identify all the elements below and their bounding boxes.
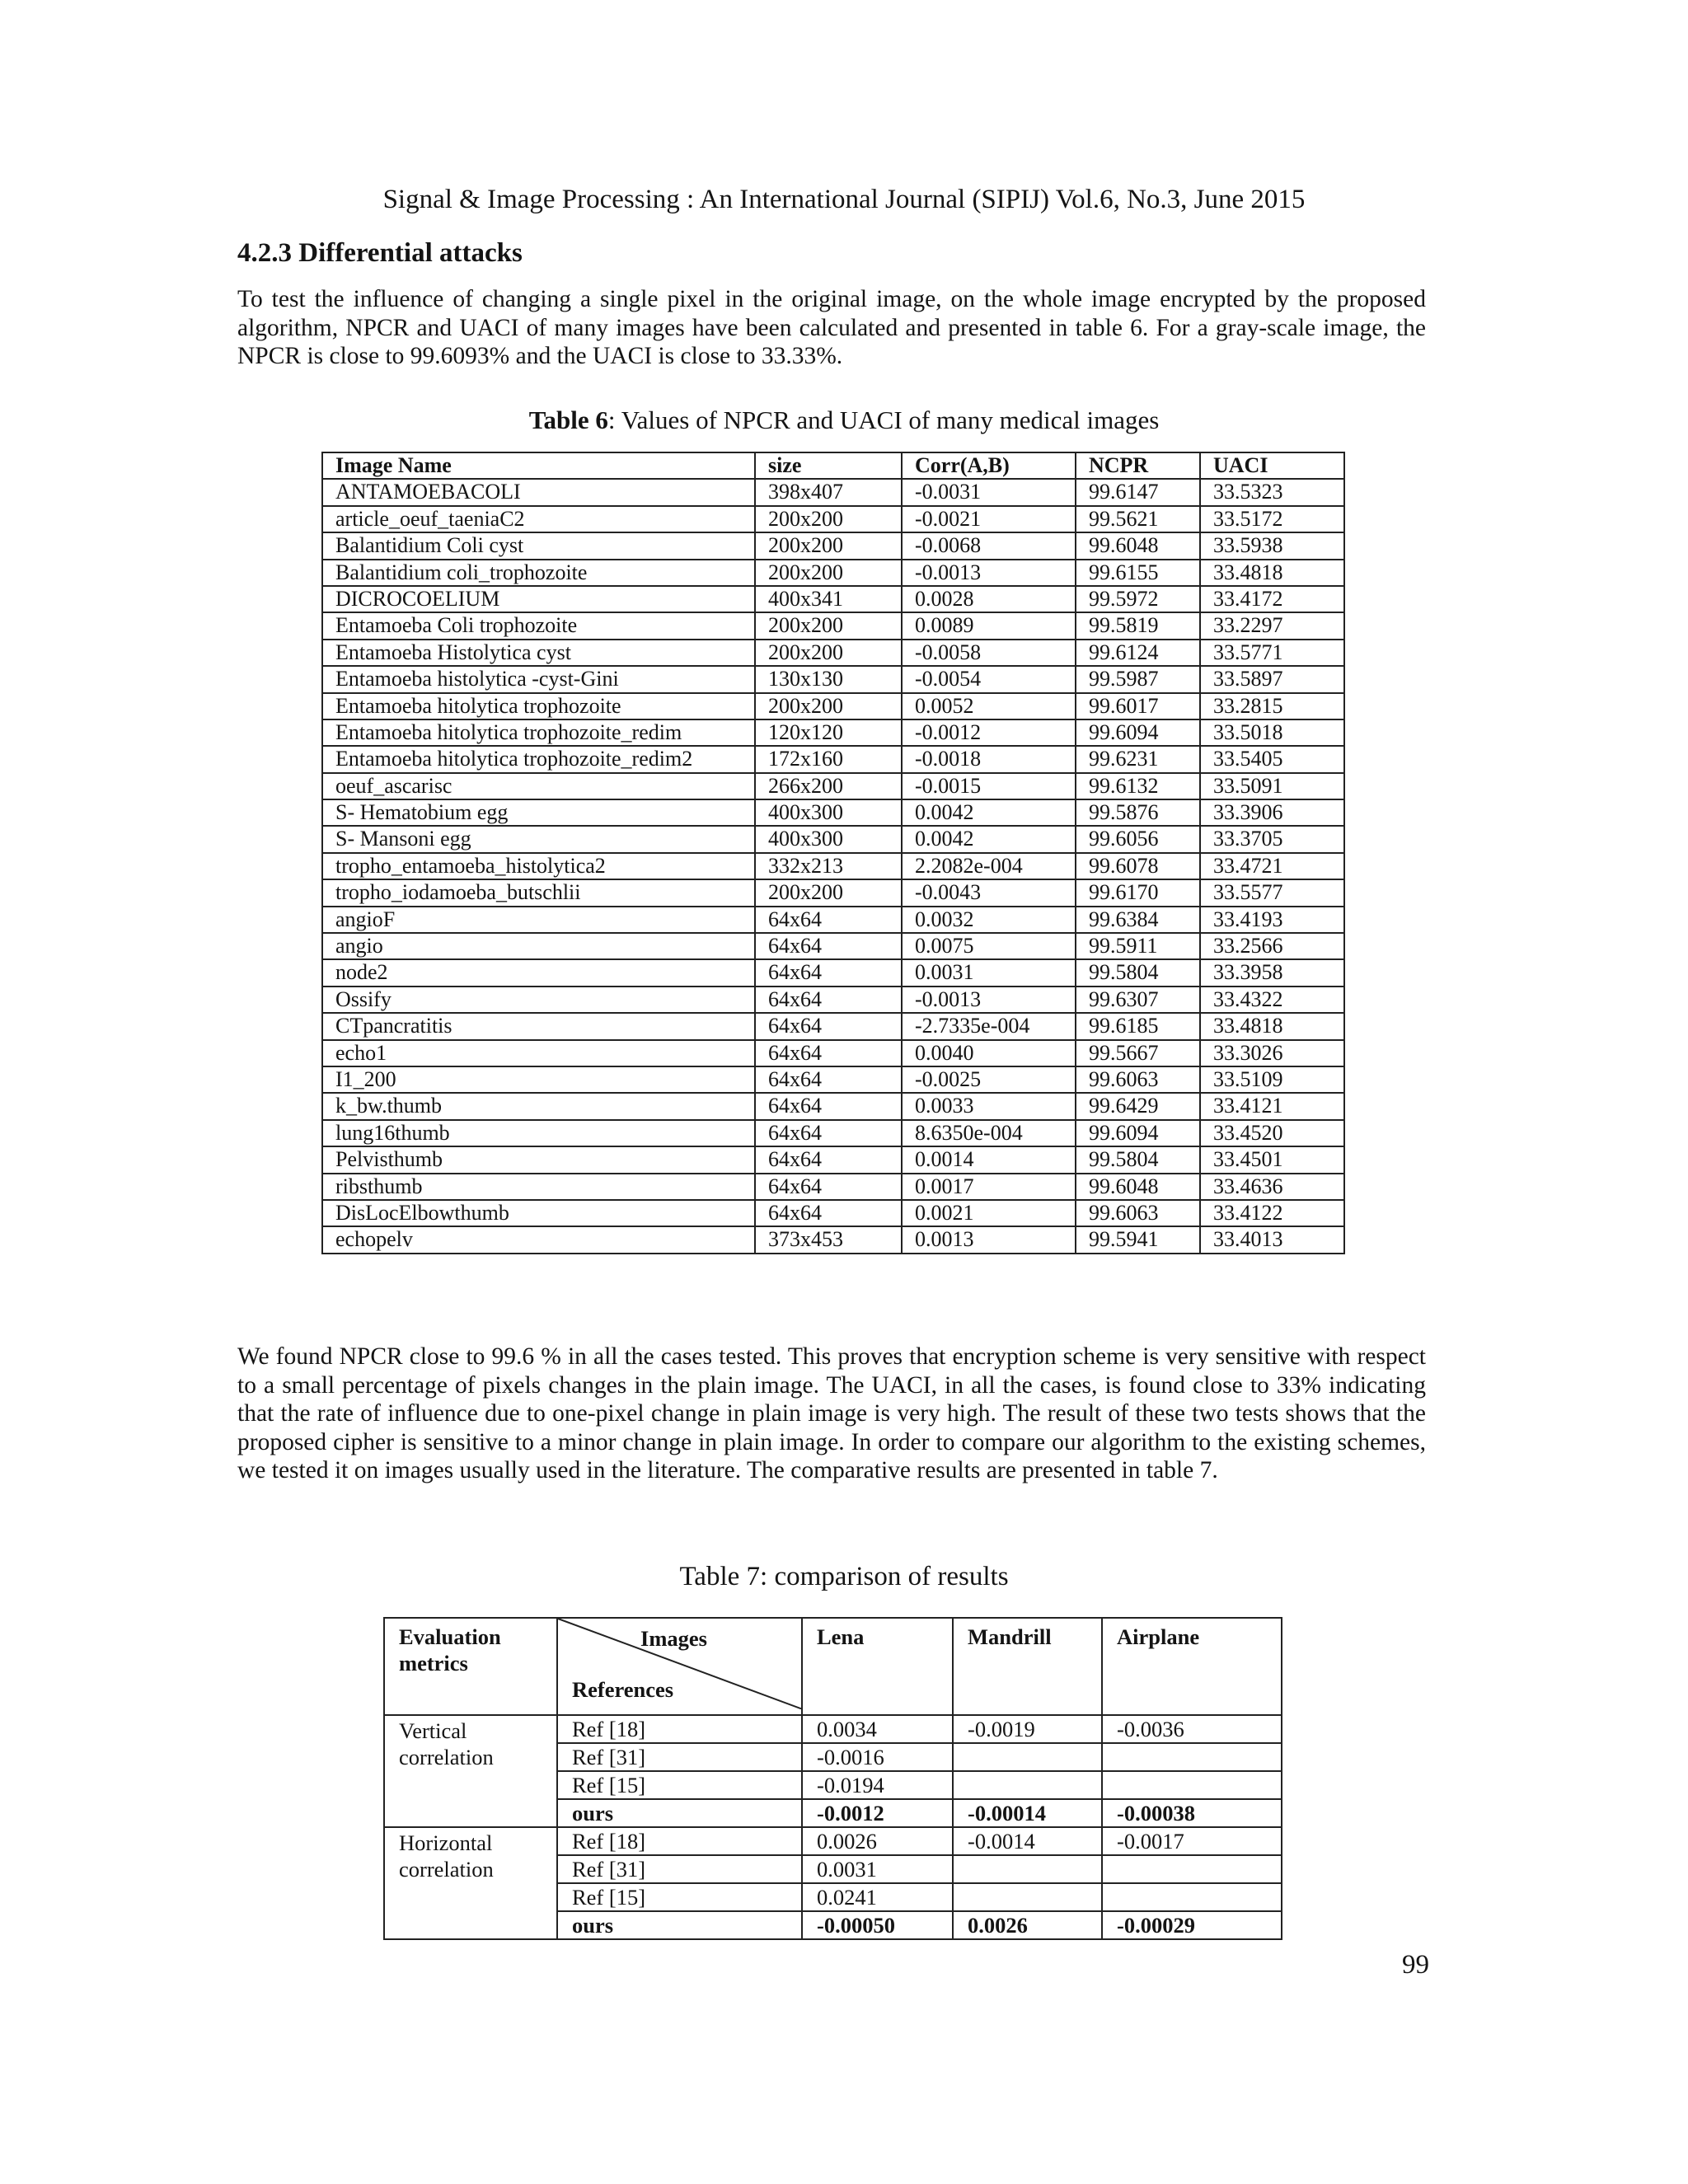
table-row [322,1146,1344,1173]
table-cell: echo1 [322,1040,755,1066]
lena-cell: -0.0016 [802,1743,953,1771]
table-cell: 33.4193 [1200,907,1344,933]
table-cell: 332x213 [755,853,902,879]
table-cell: 33.4122 [1200,1200,1344,1226]
table-cell: 33.4818 [1200,1013,1344,1039]
table-cell: 200x200 [755,879,902,906]
table-cell: 33.4013 [1200,1226,1344,1253]
table-cell: -0.0054 [902,666,1076,692]
reference-cell: ours [557,1911,802,1939]
table-cell: ribsthumb [322,1174,755,1200]
table6-caption-text: : Values of NPCR and UACI of many medical images [607,405,1160,434]
table-cell: 99.6124 [1076,640,1200,666]
table-cell: 33.2297 [1200,612,1344,639]
table-cell: 33.3026 [1200,1040,1344,1066]
mandrill-cell [953,1883,1102,1911]
table-cell: 99.6429 [1076,1093,1200,1119]
table-cell: 99.6094 [1076,1120,1200,1146]
table-cell: 200x200 [755,612,902,639]
table-cell: 99.6048 [1076,532,1200,559]
table-row [384,1715,1282,1743]
table-cell: 33.5405 [1200,746,1344,772]
column-header: Corr(A,B) [902,452,1076,479]
table-cell: Entamoeba hitolytica trophozoite_redim [322,719,755,746]
table-cell: 33.5577 [1200,879,1344,906]
table-cell: 99.6063 [1076,1200,1200,1226]
table-row [322,879,1344,906]
table-cell: -0.0021 [902,506,1076,532]
airplane-cell: -0.0036 [1102,1715,1282,1743]
table-cell: 0.0032 [902,907,1076,933]
table-cell: 64x64 [755,1066,902,1093]
table-cell: 64x64 [755,1120,902,1146]
table-cell: 33.4501 [1200,1146,1344,1173]
page-number: 99 [1402,1950,1429,1980]
metrics-header: Evaluation metrics [384,1618,557,1715]
table-cell: 33.4636 [1200,1174,1344,1200]
table-cell: 99.6063 [1076,1066,1200,1093]
table-row [322,506,1344,532]
table-cell: 33.5109 [1200,1066,1344,1093]
table-row [322,719,1344,746]
mandrill-cell [953,1771,1102,1799]
reference-cell: Ref [15] [557,1771,802,1799]
table-cell: 0.0031 [902,959,1076,986]
reference-cell: Ref [31] [557,1743,802,1771]
table-cell: 64x64 [755,1146,902,1173]
table-cell: 64x64 [755,1040,902,1066]
lena-cell: -0.0012 [802,1799,953,1827]
table-cell: -0.0012 [902,719,1076,746]
table-cell: 2.2082e-004 [902,853,1076,879]
table-cell: DisLocElbowthumb [322,1200,755,1226]
table-cell: Balantidium coli_trophozoite [322,560,755,586]
airplane-cell [1102,1771,1282,1799]
table-cell: 0.0052 [902,693,1076,719]
mandrill-cell [953,1743,1102,1771]
table-cell: 0.0017 [902,1174,1076,1200]
table-cell: -0.0013 [902,560,1076,586]
table-cell: Entamoeba hitolytica trophozoite_redim2 [322,746,755,772]
references-header: References [572,1677,674,1702]
table-cell: 33.4172 [1200,586,1344,612]
table6-header-row [322,452,1344,479]
table-cell: 120x120 [755,719,902,746]
table-cell: 33.2815 [1200,693,1344,719]
reference-cell: ours [557,1799,802,1827]
table-row [322,933,1344,959]
lena-cell: 0.0026 [802,1827,953,1855]
table-cell: node2 [322,959,755,986]
table-row [322,799,1344,826]
table-cell: S- Hematobium egg [322,799,755,826]
table-cell: 33.5172 [1200,506,1344,532]
table-cell: 99.6155 [1076,560,1200,586]
table-cell: 0.0028 [902,586,1076,612]
table-cell: 99.6185 [1076,1013,1200,1039]
airplane-cell [1102,1855,1282,1883]
table-row [322,640,1344,666]
table-cell: 99.6147 [1076,479,1200,505]
table-cell: 0.0042 [902,826,1076,852]
table-cell: article_oeuf_taeniaC2 [322,506,755,532]
table-cell: 64x64 [755,933,902,959]
table-cell: 33.4818 [1200,560,1344,586]
table-cell: 33.5091 [1200,773,1344,799]
column-header: NCPR [1076,452,1200,479]
table-cell: 64x64 [755,1013,902,1039]
table-cell: 99.6132 [1076,773,1200,799]
table-cell: 99.5819 [1076,612,1200,639]
lena-cell: 0.0241 [802,1883,953,1911]
table7-header-row [384,1618,1282,1715]
table-row [322,907,1344,933]
table-cell: 99.5876 [1076,799,1200,826]
table-cell: 99.6094 [1076,719,1200,746]
diagonal-header-cell [557,1618,802,1715]
lena-cell: 0.0031 [802,1855,953,1883]
table-row [322,1066,1344,1093]
table-row [322,1013,1344,1039]
airplane-header: Airplane [1102,1618,1282,1715]
table-cell: 99.6231 [1076,746,1200,772]
mandrill-cell: -0.0014 [953,1827,1102,1855]
table-row [322,1040,1344,1066]
mandrill-cell [953,1855,1102,1883]
table6-caption-label: Table 6 [528,405,608,434]
table-row [322,560,1344,586]
table-cell: 99.6056 [1076,826,1200,852]
table-row [322,586,1344,612]
table-cell: 0.0042 [902,799,1076,826]
table-cell: 130x130 [755,666,902,692]
table-cell: S- Mansoni egg [322,826,755,852]
table-cell: Entamoeba hitolytica trophozoite [322,693,755,719]
table-cell: 8.6350e-004 [902,1120,1076,1146]
table-cell: 64x64 [755,1174,902,1200]
mandrill-cell: -0.0019 [953,1715,1102,1743]
table-cell: 99.5621 [1076,506,1200,532]
table-cell: 0.0021 [902,1200,1076,1226]
column-header: size [755,452,902,479]
table-cell: 33.4121 [1200,1093,1344,1119]
table-cell: CTpancratitis [322,1013,755,1039]
table-cell: -0.0013 [902,987,1076,1013]
table-row [322,773,1344,799]
table-cell: -0.0058 [902,640,1076,666]
table-cell: 373x453 [755,1226,902,1253]
table-row [322,746,1344,772]
table-cell: lung16thumb [322,1120,755,1146]
table-cell: 33.4721 [1200,853,1344,879]
table-cell: 99.5804 [1076,959,1200,986]
table-cell: 200x200 [755,506,902,532]
table-cell: 0.0014 [902,1146,1076,1173]
table-cell: -0.0043 [902,879,1076,906]
reference-cell: Ref [18] [557,1827,802,1855]
table-cell: 200x200 [755,640,902,666]
table-cell: 64x64 [755,959,902,986]
table-cell: 172x160 [755,746,902,772]
table-row [322,479,1344,505]
table-cell: I1_200 [322,1066,755,1093]
table-cell: 64x64 [755,1093,902,1119]
airplane-cell [1102,1883,1282,1911]
table-cell: 99.5972 [1076,586,1200,612]
table-cell: -0.0031 [902,479,1076,505]
images-header: Images [640,1626,707,1651]
table-row [322,1093,1344,1119]
table-row [322,826,1344,852]
table-cell: 33.5018 [1200,719,1344,746]
table-cell: 33.3958 [1200,959,1344,986]
table-cell: 33.5771 [1200,640,1344,666]
table-row [322,1200,1344,1226]
table-cell: 33.5897 [1200,666,1344,692]
table-cell: 99.5987 [1076,666,1200,692]
table-cell: Entamoeba histolytica -cyst-Gini [322,666,755,692]
table-cell: Entamoeba Coli trophozoite [322,612,755,639]
table-cell: -0.0018 [902,746,1076,772]
table-row [322,853,1344,879]
paragraph-intro: To test the influence of changing a single pixel in the original image, on the whole image encrypted by the proposed algorithm, NPCR and UACI of many images have been calculated and presented in table 6. For a gray-scale image, the NPCR is close to 99.6093% and the UACI is close to 33.33%. [237,286,1426,369]
table-cell: 400x300 [755,826,902,852]
table-cell: 99.6017 [1076,693,1200,719]
table-cell: tropho_iodamoeba_butschlii [322,879,755,906]
table-cell: 99.6078 [1076,853,1200,879]
lena-header: Lena [802,1618,953,1715]
table7-caption: Table 7: comparison of results [679,1562,1009,1591]
table-cell: 99.6384 [1076,907,1200,933]
table-cell: Pelvisthumb [322,1146,755,1173]
table-cell: Ossify [322,987,755,1013]
table-row [322,532,1344,559]
journal-header: Signal & Image Processing : An International Journal (SIPIJ) Vol.6, No.3, June 2015 [382,185,1306,214]
table-cell: 0.0075 [902,933,1076,959]
metric-cell: Vertical correlation [384,1715,557,1827]
table-cell: -2.7335e-004 [902,1013,1076,1039]
table-row [322,1120,1344,1146]
table-cell: -0.0015 [902,773,1076,799]
table-row [322,987,1344,1013]
airplane-cell [1102,1743,1282,1771]
airplane-cell: -0.0017 [1102,1827,1282,1855]
table-cell: 400x300 [755,799,902,826]
table-cell: 400x341 [755,586,902,612]
table-row [322,959,1344,986]
table-row [322,1226,1344,1253]
lena-cell: 0.0034 [802,1715,953,1743]
table-row [322,666,1344,692]
reference-cell: Ref [15] [557,1883,802,1911]
table-cell: 33.5323 [1200,479,1344,505]
table-row [322,612,1344,639]
table-cell: 266x200 [755,773,902,799]
table-cell: Entamoeba Histolytica cyst [322,640,755,666]
table-cell: 0.0033 [902,1093,1076,1119]
table-cell: 99.5667 [1076,1040,1200,1066]
table7 [383,1617,1282,1940]
table-cell: Balantidium Coli cyst [322,532,755,559]
table-cell: 99.6307 [1076,987,1200,1013]
table-cell: 0.0013 [902,1226,1076,1253]
reference-cell: Ref [18] [557,1715,802,1743]
table-cell: 64x64 [755,987,902,1013]
table-cell: 33.4322 [1200,987,1344,1013]
mandrill-cell: 0.0026 [953,1911,1102,1939]
reference-cell: Ref [31] [557,1855,802,1883]
table-cell: -0.0068 [902,532,1076,559]
table-row [384,1827,1282,1855]
table-cell: 99.5941 [1076,1226,1200,1253]
table-cell: 99.6170 [1076,879,1200,906]
table-cell: angioF [322,907,755,933]
table-cell: 398x407 [755,479,902,505]
lena-cell: -0.00050 [802,1911,953,1939]
table-cell: -0.0025 [902,1066,1076,1093]
paragraph-results: We found NPCR close to 99.6 % in all the cases tested. This proves that encryption scheme is very sensitive with respect to a small percentage of pixels changes in the plain image. The UACI, in all the cases, is found close to 33% indicating that the rate of influence due to one-pixel change in plain image is very high. The result of these two tests shows that the proposed cipher is sensitive to a minor change in plain image. In order to compare our algorithm to the existing schemes, we tested it on images usually used in the literature. The comparative results are presented in table 7. [237,1343,1426,1483]
airplane-cell: -0.00038 [1102,1799,1282,1827]
airplane-cell: -0.00029 [1102,1911,1282,1939]
table-cell: angio [322,933,755,959]
column-header: Image Name [322,452,755,479]
table-cell: 99.5804 [1076,1146,1200,1173]
table-row [322,693,1344,719]
table-cell: 33.2566 [1200,933,1344,959]
table-cell: oeuf_ascarisc [322,773,755,799]
table-row [322,1174,1344,1200]
table-cell: 0.0040 [902,1040,1076,1066]
table-cell: k_bw.thumb [322,1093,755,1119]
table-cell: 200x200 [755,693,902,719]
mandrill-cell: -0.00014 [953,1799,1102,1827]
table-cell: 99.6048 [1076,1174,1200,1200]
table-cell: echopelv [322,1226,755,1253]
table-cell: 0.0089 [902,612,1076,639]
table-cell: tropho_entamoeba_histolytica2 [322,853,755,879]
table-cell: 33.3705 [1200,826,1344,852]
table-cell: 200x200 [755,560,902,586]
section-heading: 4.2.3 Differential attacks [237,238,523,268]
table6-caption [0,405,1688,435]
table-cell: 33.5938 [1200,532,1344,559]
table-cell: 200x200 [755,532,902,559]
table-cell: 64x64 [755,907,902,933]
column-header: UACI [1200,452,1344,479]
table6 [321,452,1345,1254]
table-cell: 64x64 [755,1200,902,1226]
lena-cell: -0.0194 [802,1771,953,1799]
table-cell: ANTAMOEBACOLI [322,479,755,505]
table7-body [384,1715,1282,1939]
table-cell: 33.4520 [1200,1120,1344,1146]
table6-body [322,479,1344,1253]
table-cell: 99.5911 [1076,933,1200,959]
table-cell: 33.3906 [1200,799,1344,826]
metric-cell: Horizontal correlation [384,1827,557,1939]
mandrill-header: Mandrill [953,1618,1102,1715]
table-cell: DICROCOELIUM [322,586,755,612]
